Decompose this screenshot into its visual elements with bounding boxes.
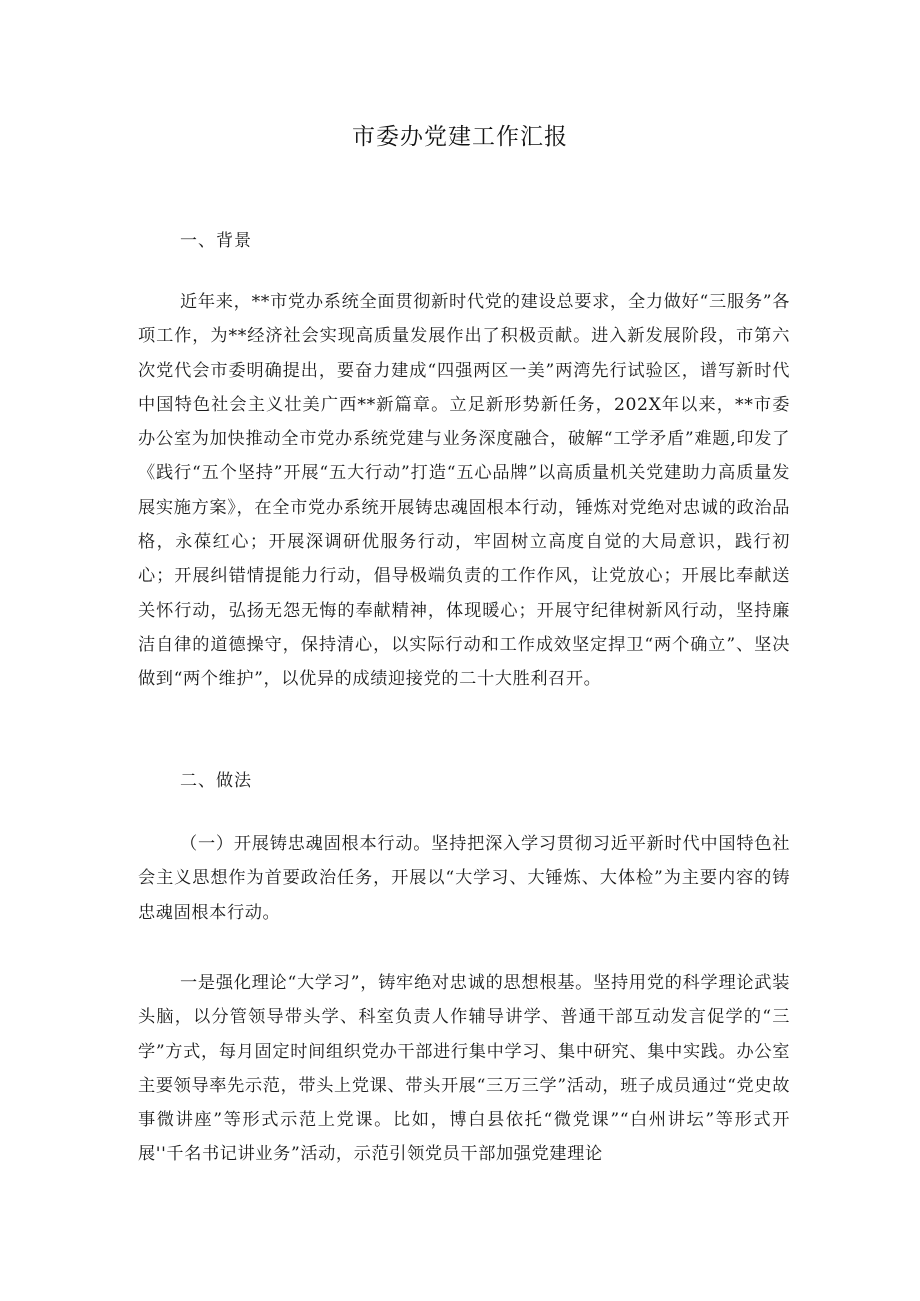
section-heading-practices: 二、做法 (180, 771, 252, 791)
background-paragraph: 近年来，**市党办系统全面贯彻新时代党的建设总要求，全力做好“三服务”各项工作，为**经济社会实现高质量发展作出了积极贡献。进入新发展阶段，市第六次党代会市委明确提出，要奋力建成“四强两区一美”两湾先行试验区，谱写新时代中国特色社会主义壮美广西**新篇章。立足新形势新任务，202X年以来，**市委办公室为加快推动全市党办系统党建与业务深度融合，破解“工学矛盾”难题,印发了《践行“五个坚持”开展“五大行动”打造“五心品牌”以高质量机关党建助力高质量发展实施方案》，在全市党办系统开展铸忠魂固根本行动，锤炼对党绝对忠诚的政治品格，永葆红心；开展深调研优服务行动，牢固树立高度自觉的大局意识，践行初心；开展纠错情提能力行动，倡导极端负责的工作作风，让党放心；开展比奉献送关怀行动，弘扬无怨无悔的奉献精神，体现暖心；开展守纪律树新风行动，坚持廉洁自律的道德操守，保持清心，以实际行动和工作成效坚定捍卫“两个确立”、坚决做到“两个维护”，以优异的成绩迎接党的二十大胜利召开。 (138, 292, 790, 690)
practice-paragraph-2: 一是强化理论“大学习”，铸牢绝对忠诚的思想根基。坚持用党的科学理论武装头脑，以分管领导带头学、科室负责人作辅导讲学、普通干部互动发言促学的“三学”方式，每月固定时间组织党办干部进行集中学习、集中研究、集中实践。办公室主要领导率先示范，带头上党课、带头开展“三万三学”活动，班子成员通过“党史故事微讲座”等形式示范上党课。比如，博白县依托“微党课”“白州讲坛”等形式开展''千名书记讲业务”活动，示范引领党员干部加强党建理论 (138, 973, 790, 1165)
document-title: 市委办党建工作汇报 (352, 124, 568, 150)
section-heading-background: 一、背景 (180, 231, 252, 251)
practice-paragraph-1: （一）开展铸忠魂固根本行动。坚持把深入学习贯彻习近平新时代中国特色社会主义思想作为首要政治任务，开展以“大学习、大锤炼、大体检”为主要内容的铸忠魂固根本行动。 (138, 834, 790, 923)
